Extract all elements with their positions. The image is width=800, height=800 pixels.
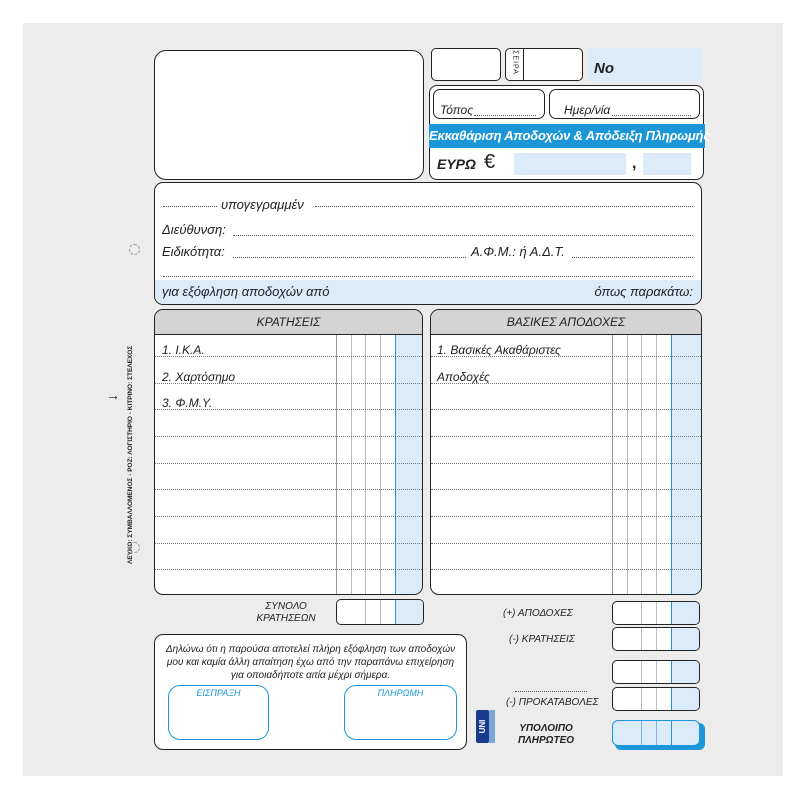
minus-advances-label: (-) ΠΡΟΚΑΤΑΒΟΛΕΣ bbox=[506, 697, 599, 708]
deduction-stamp-duty: 2. Χαρτόσημο bbox=[162, 370, 236, 384]
employee-info-box bbox=[154, 182, 702, 305]
euro-icon: € bbox=[484, 151, 496, 173]
signed-label: υπογεγραμμέν bbox=[221, 197, 304, 212]
copy-distribution-note: ΛΕΥΚΟ: ΣΥΜΒΑΛΛΟΜΕΝΟΣ - ΡΟΖ: ΛΟΓΙΣΤΗΡΙΟ - ΚΙΤΡΙΝΟ: ΣΤΕΛΕΧΟΣ bbox=[127, 345, 134, 564]
address-field[interactable] bbox=[233, 235, 693, 236]
receipt-signature-box[interactable]: ΕΙΣΠΡΑΞΗ bbox=[168, 685, 269, 740]
punch-hole-bottom bbox=[129, 542, 140, 553]
decimal-comma: , bbox=[632, 155, 637, 172]
date-field[interactable]: Ημερ/νία bbox=[549, 89, 700, 119]
total-deductions-label: ΣΥΝΟΛΟ ΚΡΑΤΗΣΕΩΝ bbox=[256, 601, 316, 624]
deductions-table bbox=[154, 309, 423, 595]
amount-field[interactable] bbox=[514, 153, 626, 175]
uni-logo-strip bbox=[489, 710, 495, 743]
series-box[interactable] bbox=[431, 48, 501, 81]
specialty-field[interactable] bbox=[233, 257, 466, 258]
number-label: No bbox=[594, 60, 614, 77]
amount-cents-field[interactable] bbox=[643, 153, 691, 175]
deductions-header: ΚΡΑΤΗΣΕΙΣ bbox=[256, 315, 321, 329]
signed-field[interactable] bbox=[315, 206, 693, 207]
plus-earnings-label: (+) ΑΠΟΔΟΧΕΣ bbox=[503, 608, 573, 619]
plus-earnings-field[interactable] bbox=[612, 601, 700, 625]
earnings-header: ΒΑΣΙΚΕΣ ΑΠΟΔΟΧΕΣ bbox=[506, 315, 626, 329]
place-field[interactable]: Τόπος bbox=[433, 89, 545, 119]
minus-deductions-field[interactable] bbox=[612, 627, 700, 651]
total-deductions-field[interactable] bbox=[336, 599, 424, 625]
declaration-box bbox=[154, 634, 467, 750]
form-title-banner: Εκκαθάριση Αποδοχών & Απόδειξη Πληρωμής bbox=[429, 124, 705, 148]
form-page bbox=[23, 23, 783, 776]
deduction-ika: 1. Ι.Κ.Α. bbox=[162, 343, 205, 357]
minus-advances-field[interactable] bbox=[612, 687, 700, 711]
series-label: ΣΕΙΡΑ bbox=[511, 50, 519, 75]
address-label: Διεύθυνση: bbox=[162, 222, 226, 237]
company-stamp-box[interactable] bbox=[154, 50, 424, 180]
balance-payable-field[interactable] bbox=[612, 720, 700, 746]
arrow-icon: → bbox=[106, 387, 120, 403]
balance-payable-label: ΥΠΟΛΟΙΠΟ ΠΛΗΡΩΤΕΟ bbox=[517, 723, 575, 746]
minus-deductions-label: (-) ΚΡΑΤΗΣΕΙΣ bbox=[509, 634, 575, 645]
uni-logo: UNI bbox=[476, 710, 489, 743]
as-follows-label: όπως παρακάτω: bbox=[594, 284, 693, 299]
punch-hole-top bbox=[129, 244, 140, 255]
deduction-fmy: 3. Φ.Μ.Υ. bbox=[162, 396, 213, 410]
currency-label: ΕΥΡΩ bbox=[437, 156, 476, 172]
earning-basic-gross: 1. Βασικές Ακαθάριστες bbox=[437, 343, 561, 357]
afm-field[interactable] bbox=[572, 257, 693, 258]
afm-label: Α.Φ.Μ.: ή Α.Δ.Τ. bbox=[471, 244, 565, 259]
earning-salary: Αποδοχές bbox=[437, 370, 490, 384]
earnings-table bbox=[430, 309, 702, 595]
series-label-box bbox=[505, 48, 583, 81]
payment-signature-box[interactable]: ΠΛΗΡΩΜΗ bbox=[344, 685, 457, 740]
payment-for-label: για εξόφληση αποδοχών από bbox=[162, 284, 330, 299]
declaration-text: Δηλώνω ότι η παρούσα αποτελεί πλήρη εξόφληση των αποδοχών μου και καμία άλλη απαίτηση έχω από την παραπάνω επιχείρηση για οποιαδήποτε αιτία μέχρι σήμερα. bbox=[165, 644, 456, 681]
specialty-label: Ειδικότητα: bbox=[162, 244, 225, 259]
subtotal-field[interactable] bbox=[612, 660, 700, 684]
advances-dotted-line[interactable] bbox=[515, 691, 587, 692]
